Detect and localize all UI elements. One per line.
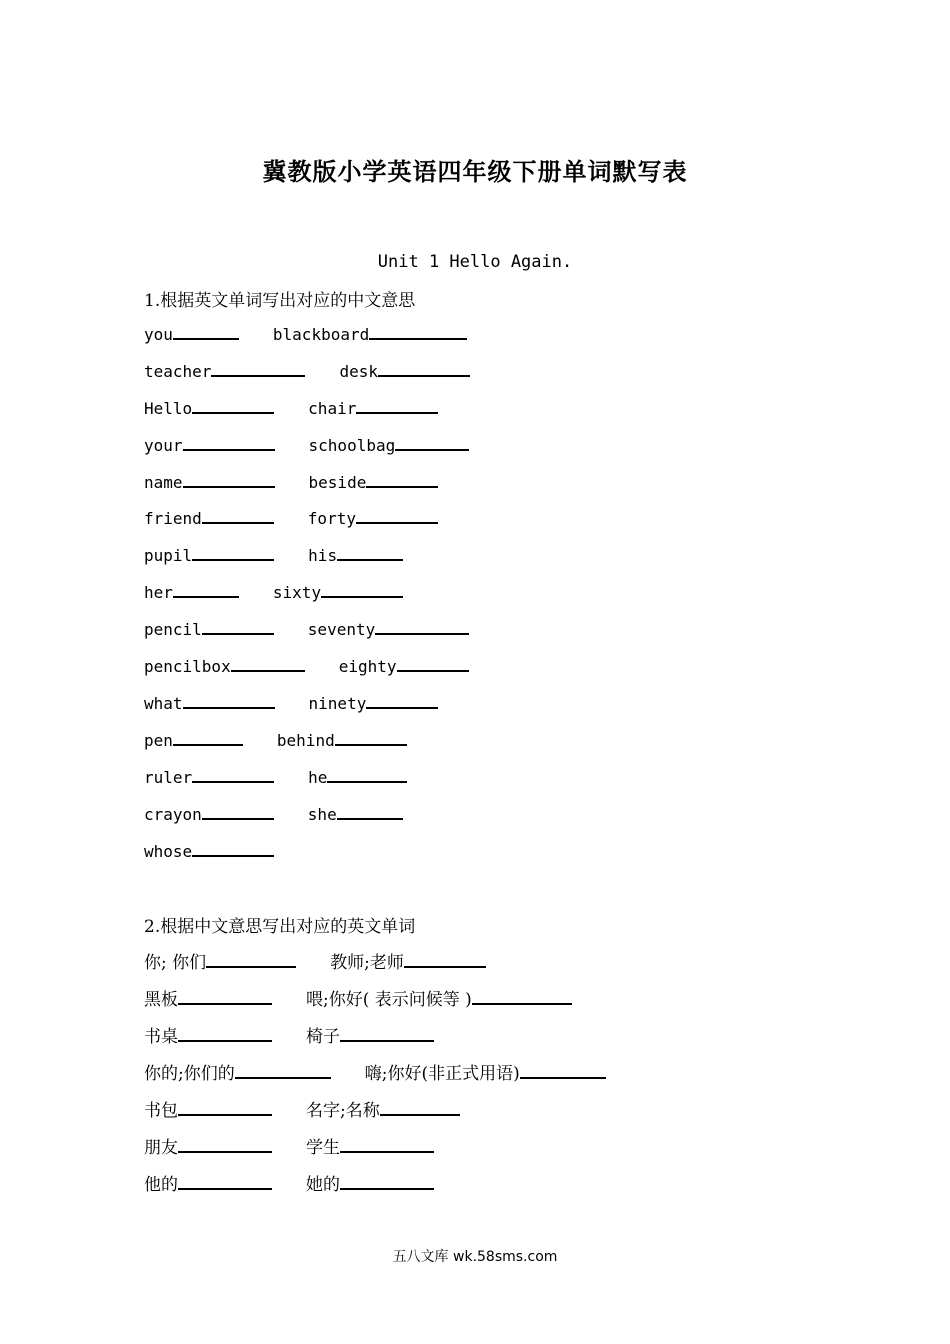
word-prompt: behind — [276, 731, 335, 750]
word-prompt: seventy — [307, 620, 376, 639]
word-prompt: schoolbag — [308, 436, 396, 455]
word-prompt: you — [144, 325, 173, 344]
answer-blank[interactable] — [340, 1137, 434, 1153]
word-prompt: blackboard — [272, 325, 370, 344]
answer-blank[interactable] — [183, 472, 275, 488]
worksheet-row — [144, 1170, 434, 1194]
worksheet-row — [144, 841, 274, 865]
worksheet-row — [144, 508, 438, 532]
word-prompt: pencilbox — [144, 657, 231, 676]
word-prompt: friend — [144, 509, 202, 528]
worksheet-row — [144, 1059, 606, 1083]
answer-blank[interactable] — [231, 656, 305, 672]
answer-blank[interactable] — [202, 804, 274, 820]
word-prompt: sixty — [272, 583, 322, 602]
answer-blank[interactable] — [183, 693, 275, 709]
word-prompt: teacher — [144, 362, 212, 381]
word-prompt: 学生 — [306, 1138, 340, 1158]
answer-blank[interactable] — [369, 324, 467, 340]
answer-blank[interactable] — [335, 730, 407, 746]
answer-blank[interactable] — [173, 730, 243, 746]
answer-blank[interactable] — [337, 545, 403, 561]
word-prompt: 朋友 — [144, 1138, 178, 1158]
word-prompt: 椅子 — [306, 1027, 340, 1047]
answer-blank[interactable] — [178, 1026, 272, 1042]
word-prompt: she — [307, 805, 337, 824]
answer-blank[interactable] — [337, 804, 403, 820]
answer-blank[interactable] — [173, 582, 239, 598]
word-prompt: pen — [144, 731, 173, 750]
answer-blank[interactable] — [327, 767, 407, 783]
word-prompt: 书包 — [144, 1101, 178, 1121]
answer-blank[interactable] — [192, 545, 274, 561]
answer-blank[interactable] — [375, 619, 469, 635]
worksheet-row — [144, 985, 572, 1009]
answer-blank[interactable] — [202, 508, 274, 524]
worksheet-row — [144, 948, 486, 972]
footer-watermark: 五八文库 wk.58sms.com — [392, 1249, 558, 1265]
answer-blank[interactable] — [380, 1100, 460, 1116]
worksheet-row — [144, 767, 407, 791]
worksheet-row — [144, 1096, 460, 1120]
answer-blank[interactable] — [178, 1137, 272, 1153]
word-prompt: ruler — [144, 768, 193, 787]
word-prompt: forty — [307, 509, 356, 528]
word-prompt: crayon — [144, 805, 202, 824]
answer-blank[interactable] — [340, 1174, 434, 1190]
section1-heading: 1.根据英文单词写出对应的中文意思 — [144, 291, 416, 311]
answer-blank[interactable] — [356, 508, 438, 524]
unit-title: Unit 1 Hello Again. — [377, 252, 573, 272]
word-prompt: chair — [308, 399, 357, 418]
answer-blank[interactable] — [235, 1063, 331, 1079]
word-prompt: 她的 — [306, 1175, 340, 1195]
answer-blank[interactable] — [173, 324, 239, 340]
word-prompt: 书桌 — [144, 1027, 178, 1047]
answer-blank[interactable] — [520, 1063, 606, 1079]
worksheet-row — [144, 324, 467, 348]
page-title: 冀教版小学英语四年级下册单词默写表 — [262, 157, 688, 186]
answer-blank[interactable] — [192, 841, 274, 857]
answer-blank[interactable] — [178, 1174, 272, 1190]
answer-blank[interactable] — [178, 989, 272, 1005]
worksheet-row — [144, 656, 469, 680]
word-prompt: desk — [339, 362, 378, 381]
word-prompt: Hello — [144, 399, 193, 418]
worksheet-row — [144, 1133, 434, 1157]
word-prompt: pupil — [144, 546, 193, 565]
answer-blank[interactable] — [404, 952, 486, 968]
answer-blank[interactable] — [378, 361, 470, 377]
word-prompt: he — [308, 768, 328, 787]
word-prompt: 教师;老师 — [330, 953, 404, 973]
answer-blank[interactable] — [397, 656, 469, 672]
worksheet-row — [144, 472, 438, 496]
word-prompt: what — [144, 694, 183, 713]
word-prompt: your — [144, 436, 183, 455]
word-prompt: 嗨;你好(非正式用语) — [364, 1064, 520, 1084]
answer-blank[interactable] — [183, 435, 275, 451]
word-prompt: name — [144, 473, 183, 492]
word-prompt: his — [308, 546, 338, 565]
answer-blank[interactable] — [366, 472, 438, 488]
worksheet-row — [144, 435, 469, 459]
word-prompt: whose — [144, 842, 193, 861]
answer-blank[interactable] — [192, 398, 274, 414]
answer-blank[interactable] — [178, 1100, 272, 1116]
worksheet-row — [144, 619, 469, 643]
word-prompt: 他的 — [144, 1175, 178, 1195]
answer-blank[interactable] — [395, 435, 469, 451]
word-prompt: 你; 你们 — [144, 953, 207, 973]
answer-blank[interactable] — [206, 952, 296, 968]
worksheet-row — [144, 398, 438, 422]
answer-blank[interactable] — [211, 361, 305, 377]
answer-blank[interactable] — [202, 619, 274, 635]
word-prompt: eighty — [338, 657, 397, 676]
word-prompt: pencil — [144, 620, 202, 639]
word-prompt: 黑板 — [144, 990, 178, 1010]
answer-blank[interactable] — [192, 767, 274, 783]
word-prompt: ninety — [308, 694, 367, 713]
answer-blank[interactable] — [340, 1026, 434, 1042]
worksheet-row — [144, 582, 403, 606]
answer-blank[interactable] — [472, 989, 572, 1005]
answer-blank[interactable] — [321, 582, 403, 598]
worksheet-row — [144, 1022, 434, 1046]
answer-blank[interactable] — [366, 693, 438, 709]
section2-heading: 2.根据中文意思写出对应的英文单词 — [144, 917, 416, 937]
worksheet-row — [144, 804, 403, 828]
answer-blank[interactable] — [356, 398, 438, 414]
word-prompt: 喂;你好( 表示问候等 ) — [306, 990, 472, 1010]
word-prompt: 名字;名称 — [306, 1101, 380, 1121]
worksheet-row — [144, 730, 407, 754]
worksheet-row — [144, 361, 470, 385]
word-prompt: 你的;你们的 — [144, 1064, 235, 1084]
worksheet-row — [144, 545, 403, 569]
word-prompt: her — [144, 583, 173, 602]
worksheet-row — [144, 693, 438, 717]
word-prompt: beside — [308, 473, 367, 492]
